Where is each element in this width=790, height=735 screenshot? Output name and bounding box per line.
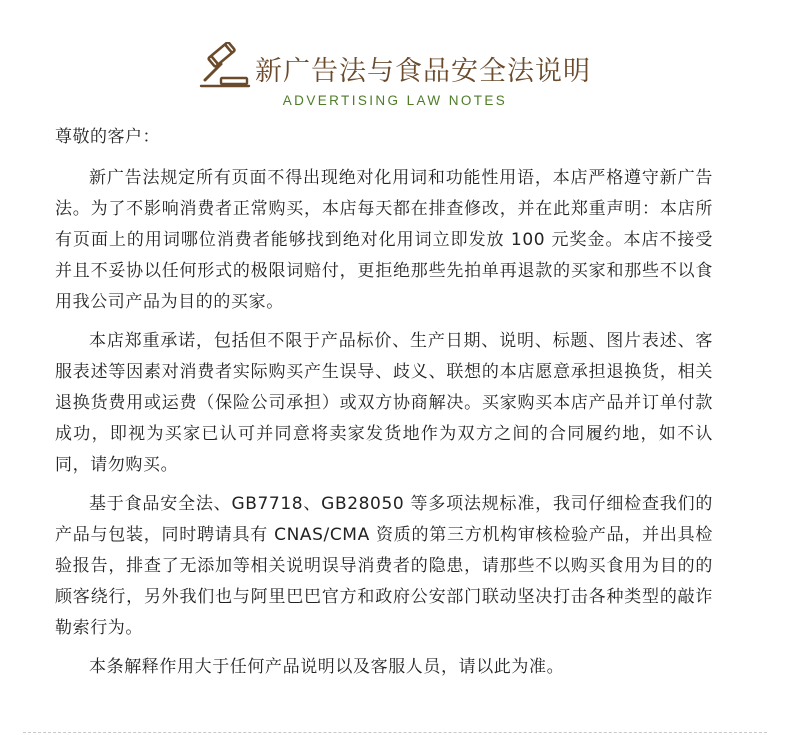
header — [0, 38, 790, 118]
paragraph-final-note: 本条解释作用大于任何产品说明以及客服人员，请以此为准。 — [89, 657, 565, 677]
paragraph-advertising-law: 新广告法规定所有页面不得出现绝对化用词和功能性用语，本店严格遵守新广告法。为了不影响消费者正常购买，本店每天都在排查修改，并在此郑重声明：本店所有页面上的用词哪位消费者能够找到绝对化用词立即发放 100 元奖金。本店不接受并且不妥协以任何形式的极限词赔付，更拒绝那些先拍单再退款的买家和那些不以食用我公司产品为目的的买家。 — [55, 168, 713, 312]
title-row — [0, 38, 790, 98]
greeting: 尊敬的客户： — [55, 127, 160, 147]
page-subtitle: ADVERTISING LAW NOTES — [282, 93, 508, 108]
gavel-icon — [199, 42, 251, 88]
paragraph-food-safety: 基于食品安全法、GB7718、GB28050 等多项法规标准，我司仔细检查我们的产品与包装，同时聘请具有 CNAS/CMA 资质的第三方机构审核检验产品，并出具检验报告，排查了无添加等相关说明误导消费者的隐患，请那些不以购买食用为目的的顾客绕行，另外我们也与阿里巴巴官方和政府公安部门联动坚决打击各种类型的敲诈勒索行为。 — [55, 494, 713, 638]
bottom-divider — [23, 732, 767, 733]
paragraph-store-commitment: 本店郑重承诺，包括但不限于产品标价、生产日期、说明、标题、图片表述、客服表述等因素对消费者实际购买产生误导、歧义、联想的本店愿意承担退换货，相关退换货费用或运费（保险公司承担）或双方协商解决。买家购买本店产品并订单付款成功，即视为买家已认可并同意将卖家发货地作为双方之间的合同履约地，如不认同，请勿购买。 — [55, 331, 713, 475]
page-title: 新广告法与食品安全法说明 — [255, 55, 591, 87]
notice-body — [55, 122, 713, 691]
